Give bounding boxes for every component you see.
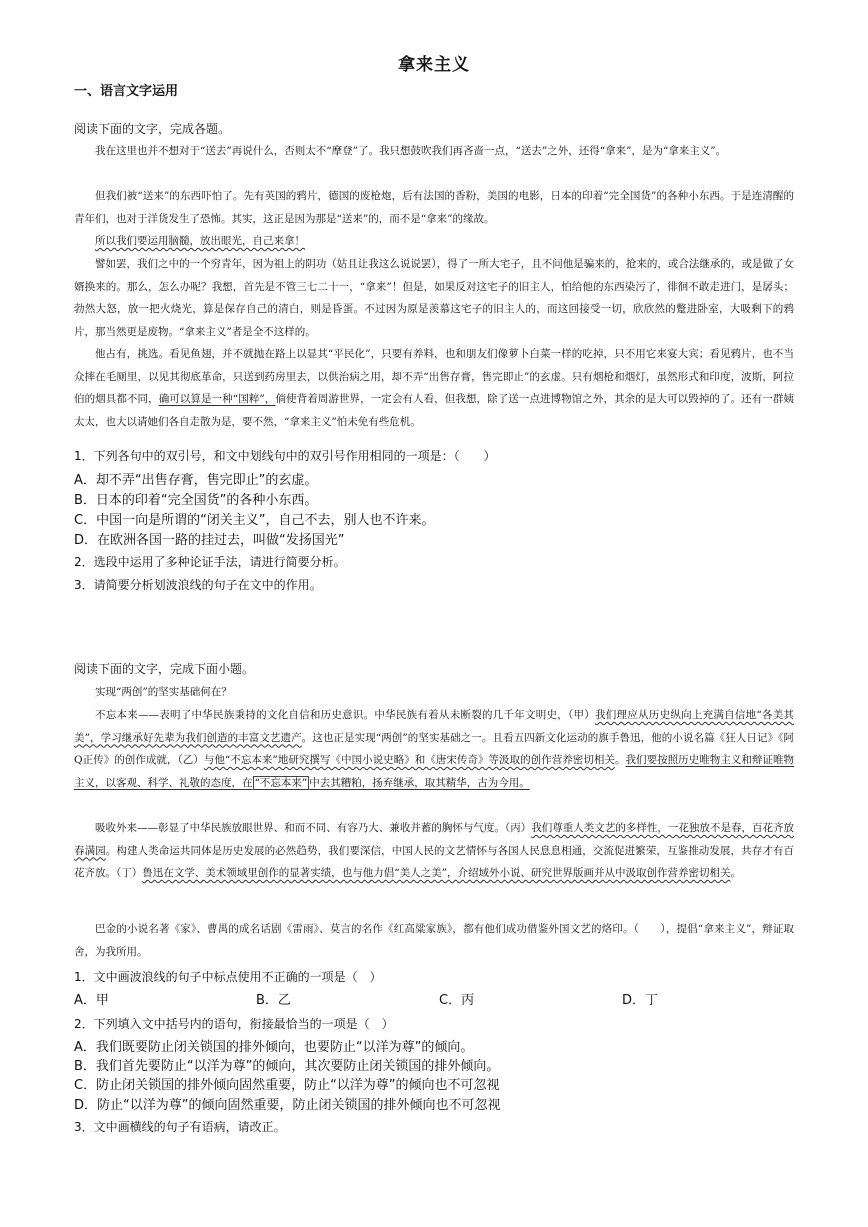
part2-instruction: 阅读下面的文字，完成下面小题。 xyxy=(74,662,255,676)
paragraph-text: 。构建人类命运共同体是历史发展的必然趋势，我们要深信，中国人民的文艺情怀与各国人民息息相通，交流促进繁荣，互鉴推动发展，共存才有百花齐放。（丁） xyxy=(74,844,795,879)
part1-paragraph-1: 我在这里也并不想对于“送去”再说什么，否则太不“摩登”了。我只想鼓吹我们再吝啬一点，“送去”之外，还得“拿来”，是为“拿来主义”。 xyxy=(95,145,727,157)
part1-q1-option-c: C．中国一向是所谓的“闭关主义”，自己不去，别人也不许来。 xyxy=(74,513,435,528)
part1-paragraph-4: 譬如罢，我们之中的一个穷青年，因为祖上的阴功（姑且让我这么说说罢），得了一所大宅子，且不问他是骗来的，抢来的，或合法继承的，或是做了女婿换来的。那么，怎么办呢？我想，首先是不管三七二十一，“拿来”！但是，如果反对这宅子的旧主人，怕给他的东西染污了，徘徊不敢走进门，是孱头；勃然大怒，放一把火烧光，算是保存自己的清白，则是昏蛋。不过因为原是羡慕这宅子的旧主人的，而这回接受一切，欣欣然的蹩进卧室，大吸剩下的鸦片，那当然更是废物。“拿来主义”者是全不这样的。 xyxy=(74,258,794,338)
boxed-phrase: “不忘本来” xyxy=(254,776,308,789)
part2-q1-option-c: C．丙 xyxy=(439,993,475,1008)
part2-q2-option-a: A．我们既要防止闭关锁国的排外倾向，也要防止“以洋为尊”的倾向。 xyxy=(74,1040,474,1055)
part1-paragraph-5 xyxy=(74,343,794,433)
part1-paragraph-3 xyxy=(74,230,794,253)
paragraph-text: 。 xyxy=(730,867,741,879)
paragraph-text: 不忘本来——表明了中华民族秉持的文化自信和历史意识。中华民族有着从未断裂的几千年文明史，（甲） xyxy=(95,709,596,721)
part2-q2-option-b: B．我们首先要防止“以洋为尊”的倾向，其次要防止闭关锁国的排外倾向。 xyxy=(74,1059,500,1074)
wavy-sentence-bing: 我们尊重人类文艺的多样性，一花独放不是春，百花齐放春满园 xyxy=(74,822,795,857)
paragraph-text: 他占有，挑选。看见鱼翅，并不就抛在路上以显其“平民化”，只要有养料，也和朋友们像萝卜白菜一样的吃掉，只不用它来宴大宾；看见鸦片，也不当众摔在毛厕里，以见其彻底革命，只送到药房里去，以供治病之用，却不弄“出售存膏，售完即止”的玄虚。只有烟枪和烟灯，虽然形式和印度，波斯，阿拉伯的烟具都不同， xyxy=(74,348,794,405)
part1-question-2: 2．选段中运用了多种论证手法，请进行简要分析。 xyxy=(74,555,346,569)
paragraph-text: 。这也正是实现“两创”的坚实基础之一。且看五四新文化运动的旗手鲁迅，他的小说名篇《狂人日记》《阿Q正传》的创作成就，（乙） xyxy=(74,731,794,766)
wavy-sentence-jia: 我们理应从历史纵向上充满自信地“各美其美”，学习继承好先辈为我们创造的丰富文艺遗产 xyxy=(74,709,795,744)
section-heading: 一、语言文字运用 xyxy=(74,84,179,99)
part1-question-1: 1．下列各句中的双引号，和文中划线句中的双引号作用相同的一项是：（ ） xyxy=(74,449,496,463)
part2-question-3: 3．文中画横线的句子有语病，请改正。 xyxy=(74,1120,286,1134)
wavy-sentence-ding: 鲁迅在文学、美术领域里创作的显著实绩，也与他力倡“美人之美”，介绍域外小说、研究世界版画并从中汲取创作营养密切相关 xyxy=(142,867,731,879)
part1-q1-option-b: B．日本的印着“完全国货”的各种小东西。 xyxy=(74,493,318,508)
part2-paragraph-1 xyxy=(74,704,794,794)
underlined-sentence-end: 中去其糟粕，扬弃继承，取其精华，古为今用。 xyxy=(309,776,530,789)
underlined-sentence: 确可以算是一种“国粹”， xyxy=(158,393,276,405)
part2-q1-option-b: B．乙 xyxy=(256,993,291,1008)
underlined-sentence: 我们要按照历史唯物主义和辩证唯物主义，以客观、科学、礼敬的态度，在 xyxy=(74,754,795,789)
part2-q2-option-c: C．防止闭关锁国的排外倾向固然重要，防止“以洋为尊”的倾向也不可忽视 xyxy=(74,1078,500,1093)
part1-question-3: 3．请简要分析划波浪线的句子在文中的作用。 xyxy=(74,578,322,592)
wavy-underlined-sentence: 所以我们要运用脑髓，放出眼光，自己来拿！ xyxy=(95,235,305,247)
part2-paragraph-2 xyxy=(74,817,794,885)
part2-question-1: 1．文中画波浪线的句子中标点使用不正确的一项是（ ） xyxy=(74,970,382,984)
page-title: 拿来主义 xyxy=(398,55,470,75)
paragraph-text: 吸收外来——彰显了中华民族放眼世界、和而不同、有容乃大、兼收并蓄的胸怀与气度。（丙） xyxy=(95,822,532,834)
part1-q1-option-a: A．却不弄“出售存膏，售完即止”的玄虚。 xyxy=(74,473,318,488)
part2-q1-option-a: A．甲 xyxy=(74,993,109,1008)
part2-question-2: 2．下列填入文中括号内的语句，衔接最恰当的一项是（ ） xyxy=(74,1017,394,1031)
paragraph-text: 。 xyxy=(614,754,626,766)
paragraph-text: 倘使背着周游世界，一定会有人看，但我想，除了送一点进博物馆之外，其余的是大可以毁掉的了。还有一群姨太太，也大以请她们各自走散为是，要不然，“拿来主义”怕未免有些危机。 xyxy=(74,393,794,428)
part2-q1-options xyxy=(74,991,794,1011)
part1-instruction: 阅读下面的文字，完成各题。 xyxy=(74,122,231,136)
wavy-sentence-yi: 与他“不忘本来”地研究撰写《中国小说史略》和《唐宋传奇》等汲取的创作营养密切相关 xyxy=(203,754,615,766)
part1-q1-option-d: D．在欧洲各国一路的挂过去，叫做“发扬国光” xyxy=(74,533,345,548)
part2-q1-option-d: D．丁 xyxy=(622,993,659,1008)
part2-q2-option-d: D．防止“以洋为尊”的倾向固然重要，防止闭关锁国的排外倾向也不可忽视 xyxy=(74,1098,501,1113)
part1-paragraph-2: 但我们被“送来”的东西吓怕了。先有英国的鸦片，德国的废枪炮，后有法国的香粉，美国的电影，日本的印着“完全国货”的各种小东西。于是连清醒的青年们，也对于洋货发生了恐怖。其实，这正是因为那是“送来”的，而不是“拿来”的缘故。 xyxy=(74,190,794,225)
part2-heading: 实现“两创”的坚实基础何在？ xyxy=(95,686,232,698)
part2-paragraph-3: 巴金的小说名著《家》、曹禺的成名话剧《雷雨》、莫言的名作《红高粱家族》，都有他们成功借鉴外国文艺的烙印。（ ），提倡“拿来主义”，辩证取舍，为我所用。 xyxy=(74,923,794,958)
